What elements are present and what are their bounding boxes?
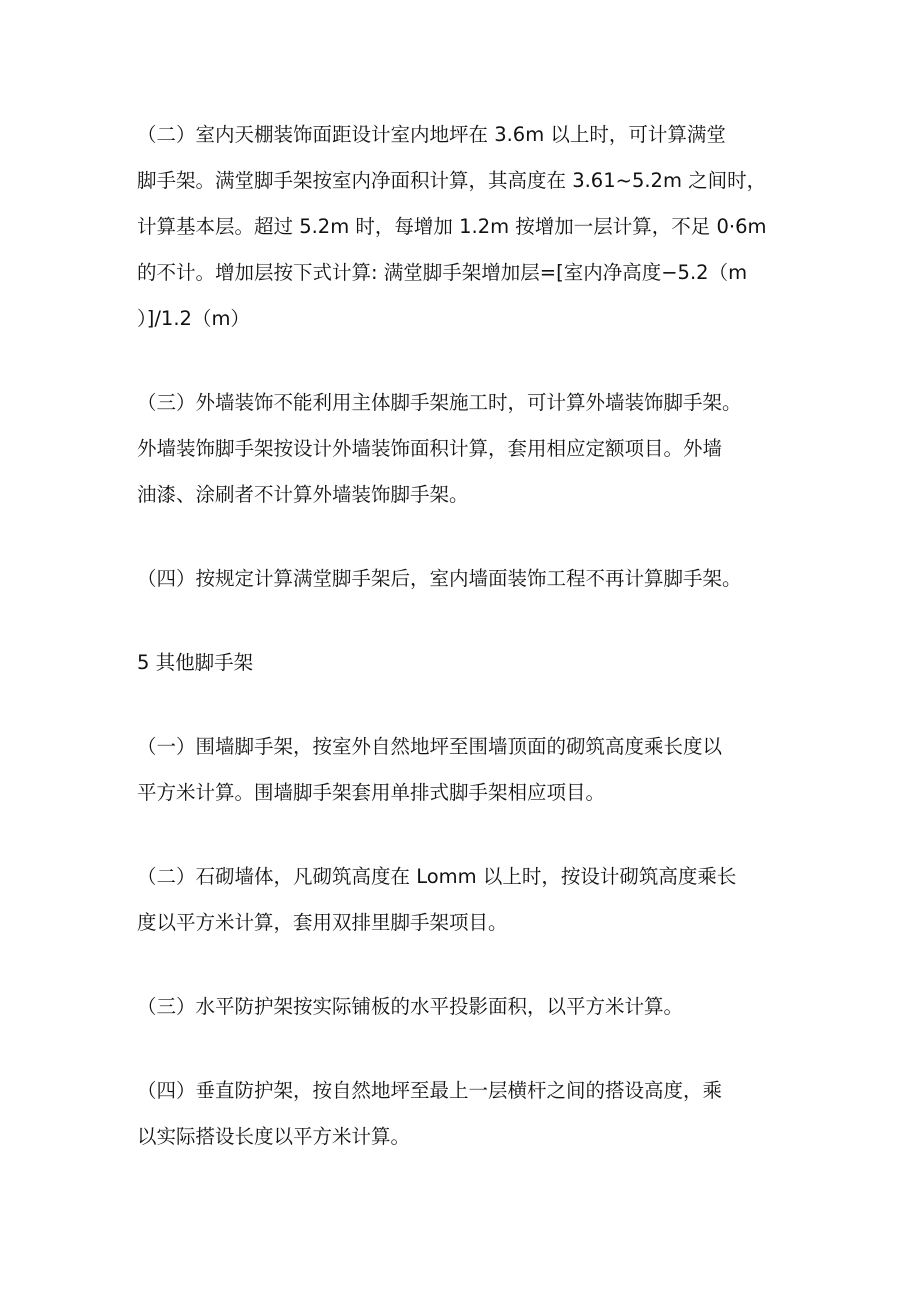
text-line: （一）围墙脚手架，按室外自然地坪至围墙顶面的砌筑高度乘长度以: [137, 735, 723, 758]
text-line: 脚手架。满堂脚手架按室内净面积计算，其高度在 3.61~5.2m 之间时，: [137, 169, 767, 192]
text-line: 计算基本层。超过 5.2m 时，每增加 1.2m 按增加一层计算，不足 0·6m: [137, 215, 767, 238]
document-body: [137, 112, 797, 1198]
text-line: （四）垂直防护架，按自然地坪至最上一层横杆之间的搭设高度，乘: [137, 1079, 723, 1102]
paragraph-stone-wall: [137, 854, 797, 946]
text-line: 以实际搭设长度以平方米计算。: [137, 1125, 411, 1148]
text-line: （二）室内天棚装饰面距设计室内地坪在 3.6m 以上时，可计算满堂: [137, 123, 726, 146]
text-line: ）]/1.2（m）: [137, 307, 250, 330]
paragraph-interior-wall-note: [137, 556, 797, 602]
text-line: 外墙装饰脚手架按设计外墙装饰面积计算，套用相应定额项目。外墙: [137, 437, 723, 460]
section-heading-other-scaffold: [137, 640, 797, 686]
paragraph-ceiling-scaffold: [137, 112, 797, 342]
paragraph-exterior-wall-scaffold: [137, 380, 797, 518]
text-line: 油漆、涂刷者不计算外墙装饰脚手架。: [137, 483, 469, 506]
text-line: （四）按规定计算满堂脚手架后，室内墙面装饰工程不再计算脚手架。: [137, 567, 742, 590]
paragraph-fence-scaffold: [137, 724, 797, 816]
text-line: 的不计。增加层按下式计算: 满堂脚手架增加层=[室内净高度−5.2（m: [137, 261, 748, 284]
text-line: 平方米计算。围墙脚手架套用单排式脚手架相应项目。: [137, 781, 606, 804]
paragraph-vertical-guard: [137, 1068, 797, 1160]
text-line: 度以平方米计算，套用双排里脚手架项目。: [137, 911, 508, 934]
section-heading: 5 其他脚手架: [137, 651, 254, 674]
paragraph-horizontal-guard: [137, 984, 797, 1030]
text-line: （二）石砌墙体，凡砌筑高度在 Lomm 以上时，按设计砌筑高度乘长: [137, 865, 737, 888]
text-line: （三）水平防护架按实际铺板的水平投影面积，以平方米计算。: [137, 995, 684, 1018]
text-line: （三）外墙装饰不能利用主体脚手架施工时，可计算外墙装饰脚手架。: [137, 391, 742, 414]
